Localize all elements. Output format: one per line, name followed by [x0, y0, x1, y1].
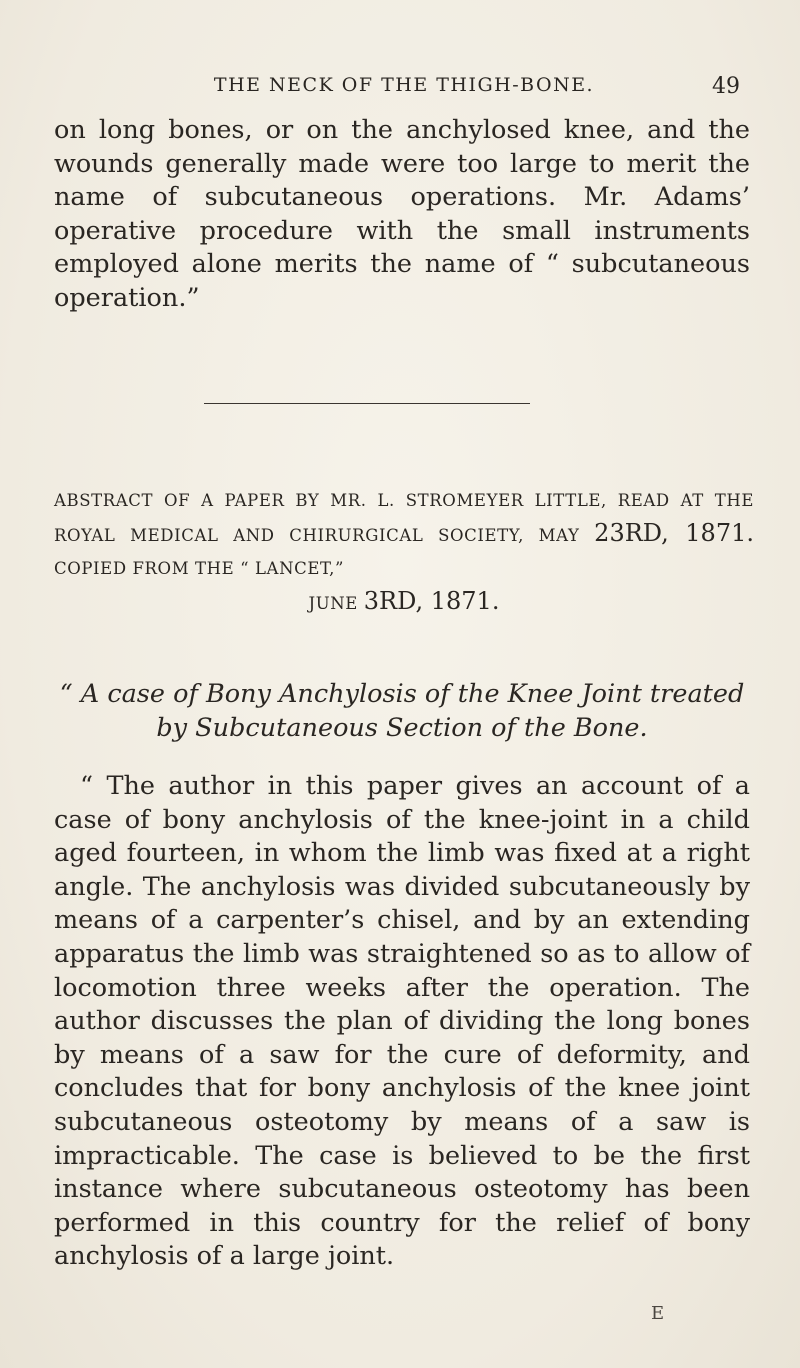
paragraph-continuation [54, 114, 750, 316]
abstract-body-text: “ The author in this paper gives an account of a case of bony anchylosis of the knee-joint in a child aged fourteen, in whom the limb was fixed at a right angle. The anchylosis was divided subcutaneously by means of a carpenter’s chisel, and by an extending apparatus the limb was straightened so as to allow of locomotion three weeks after the operation. The author discusses the plan of dividing the long bones by means of a saw for the cure of deformity, and concludes that for bony anchylosis of the knee joint subcutaneous osteotomy by means of a saw is impracticable. The case is believed to be the first instance where subcutaneous osteotomy has been performed in this country for the relief of bony anchylosis of a large joint. [54, 771, 750, 1272]
page-header [54, 74, 754, 104]
abstract-heading [54, 484, 754, 620]
abstract-line: ABSTRACT OF A PAPER BY MR. L. STROMEYER LITTLE, READ AT THE ROYAL MEDICAL AND CHIRURGICAL SOCIETY, MAY [54, 491, 754, 545]
abstract-body [54, 770, 750, 1274]
abstract-date-june: 3RD, 1871. [363, 587, 500, 615]
page-number: 49 [712, 74, 740, 99]
abstract-date-may: 23RD, 1871. [594, 519, 754, 547]
abstract-copied: COPIED FROM THE “ LANCET,” [54, 559, 345, 578]
abstract-date-line [54, 585, 754, 620]
section-divider [204, 403, 530, 404]
abstract-june: JUNE [308, 594, 364, 613]
signature-mark: E [651, 1303, 665, 1324]
paragraph-text: on long bones, or on the anchylosed knee, and the wounds generally made were too large to merit the name of subcutaneous operations. Mr. Adams’ operative procedure with the small instruments employed alone merits the name of “ subcutaneous operation.” [54, 115, 750, 313]
running-title: THE NECK OF THE THIGH-BONE. [213, 74, 595, 96]
case-title: “ A case of Bony Anchylosis of the Knee Joint treated by Subcutaneous Section of the Bone. [59, 679, 745, 743]
